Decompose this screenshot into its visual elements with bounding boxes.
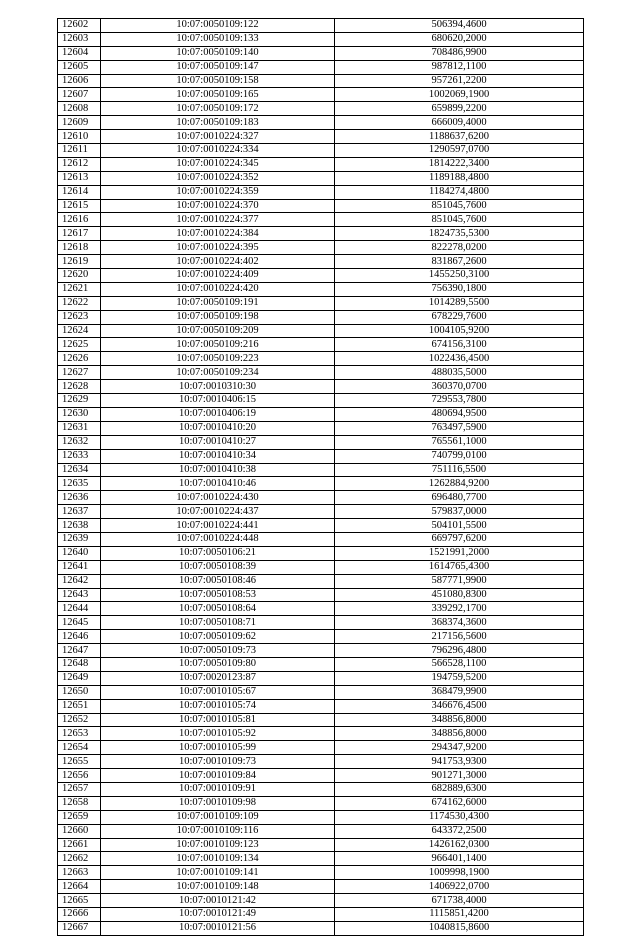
cadastral-number-cell: 10:07:0010121:56 bbox=[101, 921, 335, 935]
row-number-cell: 12664 bbox=[58, 880, 101, 894]
cadastral-number-cell: 10:07:0010109:73 bbox=[101, 755, 335, 769]
row-number-cell: 12662 bbox=[58, 852, 101, 866]
cadastral-value-cell: 851045,7600 bbox=[335, 213, 584, 227]
row-number-cell: 12647 bbox=[58, 644, 101, 658]
cadastral-number-cell: 10:07:0050109:62 bbox=[101, 630, 335, 644]
cadastral-number-cell: 10:07:0050108:46 bbox=[101, 574, 335, 588]
row-number-cell: 12615 bbox=[58, 199, 101, 213]
row-number-cell: 12655 bbox=[58, 755, 101, 769]
cadastral-value-cell: 1188637,6200 bbox=[335, 130, 584, 144]
cadastral-number-cell: 10:07:0050106:21 bbox=[101, 546, 335, 560]
table-row bbox=[58, 130, 584, 144]
cadastral-value-table bbox=[57, 18, 584, 936]
table-row bbox=[58, 46, 584, 60]
cadastral-value-cell: 941753,9300 bbox=[335, 755, 584, 769]
cadastral-number-cell: 10:07:0010109:123 bbox=[101, 838, 335, 852]
row-number-cell: 12638 bbox=[58, 519, 101, 533]
cadastral-number-cell: 10:07:0010109:98 bbox=[101, 796, 335, 810]
cadastral-number-cell: 10:07:0050109:234 bbox=[101, 366, 335, 380]
table-row bbox=[58, 171, 584, 185]
cadastral-value-cell: 1189188,4800 bbox=[335, 171, 584, 185]
cadastral-number-cell: 10:07:0010406:15 bbox=[101, 394, 335, 408]
table-row bbox=[58, 32, 584, 46]
cadastral-value-cell: 1004105,9200 bbox=[335, 324, 584, 338]
cadastral-value-cell: 504101,5500 bbox=[335, 519, 584, 533]
table-row bbox=[58, 574, 584, 588]
table-row bbox=[58, 213, 584, 227]
table-row bbox=[58, 19, 584, 33]
row-number-cell: 12605 bbox=[58, 60, 101, 74]
table-row bbox=[58, 338, 584, 352]
cadastral-number-cell: 10:07:0010410:34 bbox=[101, 449, 335, 463]
cadastral-number-cell: 10:07:0050109:183 bbox=[101, 116, 335, 130]
cadastral-value-cell: 669797,6200 bbox=[335, 532, 584, 546]
cadastral-value-cell: 506394,4600 bbox=[335, 19, 584, 33]
table-row bbox=[58, 755, 584, 769]
table-row bbox=[58, 352, 584, 366]
table-row bbox=[58, 880, 584, 894]
table-row bbox=[58, 282, 584, 296]
row-number-cell: 12657 bbox=[58, 782, 101, 796]
cadastral-number-cell: 10:07:0050109:122 bbox=[101, 19, 335, 33]
cadastral-number-cell: 10:07:0010224:430 bbox=[101, 491, 335, 505]
cadastral-value-cell: 763497,5900 bbox=[335, 421, 584, 435]
cadastral-value-cell: 587771,9900 bbox=[335, 574, 584, 588]
table-row bbox=[58, 616, 584, 630]
cadastral-number-cell: 10:07:0010224:409 bbox=[101, 269, 335, 283]
table-row bbox=[58, 491, 584, 505]
row-number-cell: 12627 bbox=[58, 366, 101, 380]
table-row bbox=[58, 88, 584, 102]
cadastral-number-cell: 10:07:0050109:172 bbox=[101, 102, 335, 116]
cadastral-number-cell: 10:07:0010224:352 bbox=[101, 171, 335, 185]
row-number-cell: 12631 bbox=[58, 421, 101, 435]
table-row bbox=[58, 324, 584, 338]
cadastral-number-cell: 10:07:0050109:80 bbox=[101, 657, 335, 671]
row-number-cell: 12641 bbox=[58, 560, 101, 574]
cadastral-number-cell: 10:07:0050109:198 bbox=[101, 310, 335, 324]
cadastral-value-cell: 1022436,4500 bbox=[335, 352, 584, 366]
cadastral-number-cell: 10:07:0050109:209 bbox=[101, 324, 335, 338]
table-row bbox=[58, 199, 584, 213]
row-number-cell: 12652 bbox=[58, 713, 101, 727]
row-number-cell: 12639 bbox=[58, 532, 101, 546]
cadastral-value-cell: 1824735,5300 bbox=[335, 227, 584, 241]
cadastral-value-cell: 740799,0100 bbox=[335, 449, 584, 463]
row-number-cell: 12612 bbox=[58, 157, 101, 171]
row-number-cell: 12603 bbox=[58, 32, 101, 46]
row-number-cell: 12636 bbox=[58, 491, 101, 505]
row-number-cell: 12646 bbox=[58, 630, 101, 644]
cadastral-value-cell: 451080,8300 bbox=[335, 588, 584, 602]
table-row bbox=[58, 630, 584, 644]
row-number-cell: 12660 bbox=[58, 824, 101, 838]
table-row bbox=[58, 519, 584, 533]
cadastral-number-cell: 10:07:0010224:334 bbox=[101, 144, 335, 158]
cadastral-number-cell: 10:07:0010224:395 bbox=[101, 241, 335, 255]
cadastral-value-cell: 708486,9900 bbox=[335, 46, 584, 60]
table-row bbox=[58, 116, 584, 130]
cadastral-value-cell: 368479,9900 bbox=[335, 685, 584, 699]
cadastral-number-cell: 10:07:0050109:191 bbox=[101, 296, 335, 310]
cadastral-value-cell: 579837,0000 bbox=[335, 505, 584, 519]
cadastral-number-cell: 10:07:0010109:148 bbox=[101, 880, 335, 894]
cadastral-value-cell: 480694,9500 bbox=[335, 407, 584, 421]
row-number-cell: 12650 bbox=[58, 685, 101, 699]
row-number-cell: 12661 bbox=[58, 838, 101, 852]
table-row bbox=[58, 505, 584, 519]
table-row bbox=[58, 657, 584, 671]
cadastral-number-cell: 10:07:0010105:92 bbox=[101, 727, 335, 741]
table-row bbox=[58, 421, 584, 435]
cadastral-value-cell: 348856,8000 bbox=[335, 713, 584, 727]
table-row bbox=[58, 269, 584, 283]
row-number-cell: 12656 bbox=[58, 769, 101, 783]
row-number-cell: 12658 bbox=[58, 796, 101, 810]
row-number-cell: 12630 bbox=[58, 407, 101, 421]
table-row bbox=[58, 741, 584, 755]
cadastral-number-cell: 10:07:0010121:42 bbox=[101, 894, 335, 908]
table-row bbox=[58, 713, 584, 727]
table-row bbox=[58, 394, 584, 408]
cadastral-number-cell: 10:07:0010224:377 bbox=[101, 213, 335, 227]
table-row bbox=[58, 296, 584, 310]
table-row bbox=[58, 685, 584, 699]
row-number-cell: 12626 bbox=[58, 352, 101, 366]
cadastral-value-cell: 671738,4000 bbox=[335, 894, 584, 908]
cadastral-number-cell: 10:07:0010105:74 bbox=[101, 699, 335, 713]
cadastral-number-cell: 10:07:0010224:402 bbox=[101, 255, 335, 269]
row-number-cell: 12621 bbox=[58, 282, 101, 296]
table-row bbox=[58, 380, 584, 394]
row-number-cell: 12618 bbox=[58, 241, 101, 255]
table-body bbox=[58, 19, 584, 936]
cadastral-value-cell: 765561,1000 bbox=[335, 435, 584, 449]
row-number-cell: 12625 bbox=[58, 338, 101, 352]
cadastral-number-cell: 10:07:0010224:345 bbox=[101, 157, 335, 171]
cadastral-number-cell: 10:07:0050108:53 bbox=[101, 588, 335, 602]
cadastral-number-cell: 10:07:0010224:359 bbox=[101, 185, 335, 199]
row-number-cell: 12637 bbox=[58, 505, 101, 519]
cadastral-number-cell: 10:07:0010105:67 bbox=[101, 685, 335, 699]
row-number-cell: 12617 bbox=[58, 227, 101, 241]
cadastral-value-cell: 1406922,0700 bbox=[335, 880, 584, 894]
table-row bbox=[58, 852, 584, 866]
row-number-cell: 12622 bbox=[58, 296, 101, 310]
cadastral-value-cell: 1614765,4300 bbox=[335, 560, 584, 574]
row-number-cell: 12611 bbox=[58, 144, 101, 158]
table-row bbox=[58, 769, 584, 783]
row-number-cell: 12628 bbox=[58, 380, 101, 394]
table-row bbox=[58, 824, 584, 838]
table-row bbox=[58, 782, 584, 796]
table-row bbox=[58, 185, 584, 199]
cadastral-number-cell: 10:07:0010109:134 bbox=[101, 852, 335, 866]
cadastral-number-cell: 10:07:0010410:20 bbox=[101, 421, 335, 435]
cadastral-number-cell: 10:07:0010410:38 bbox=[101, 463, 335, 477]
cadastral-value-cell: 194759,5200 bbox=[335, 671, 584, 685]
cadastral-number-cell: 10:07:0010410:27 bbox=[101, 435, 335, 449]
cadastral-number-cell: 10:07:0010310:30 bbox=[101, 380, 335, 394]
cadastral-number-cell: 10:07:0010224:370 bbox=[101, 199, 335, 213]
table-row bbox=[58, 699, 584, 713]
table-row bbox=[58, 310, 584, 324]
row-number-cell: 12606 bbox=[58, 74, 101, 88]
row-number-cell: 12648 bbox=[58, 657, 101, 671]
row-number-cell: 12654 bbox=[58, 741, 101, 755]
cadastral-value-cell: 1040815,8600 bbox=[335, 921, 584, 935]
row-number-cell: 12659 bbox=[58, 810, 101, 824]
cadastral-number-cell: 10:07:0050108:71 bbox=[101, 616, 335, 630]
row-number-cell: 12624 bbox=[58, 324, 101, 338]
table-row bbox=[58, 796, 584, 810]
cadastral-value-cell: 678229,7600 bbox=[335, 310, 584, 324]
row-number-cell: 12633 bbox=[58, 449, 101, 463]
table-row bbox=[58, 144, 584, 158]
cadastral-number-cell: 10:07:0010224:384 bbox=[101, 227, 335, 241]
cadastral-number-cell: 10:07:0010406:19 bbox=[101, 407, 335, 421]
cadastral-value-cell: 1002069,1900 bbox=[335, 88, 584, 102]
table-row bbox=[58, 602, 584, 616]
table-row bbox=[58, 477, 584, 491]
cadastral-value-cell: 368374,3600 bbox=[335, 616, 584, 630]
table-row bbox=[58, 102, 584, 116]
cadastral-value-cell: 680620,2000 bbox=[335, 32, 584, 46]
cadastral-value-cell: 1290597,0700 bbox=[335, 144, 584, 158]
cadastral-value-cell: 666009,4000 bbox=[335, 116, 584, 130]
cadastral-value-cell: 1009998,1900 bbox=[335, 866, 584, 880]
cadastral-number-cell: 10:07:0010109:84 bbox=[101, 769, 335, 783]
cadastral-value-cell: 729553,7800 bbox=[335, 394, 584, 408]
row-number-cell: 12610 bbox=[58, 130, 101, 144]
table-row bbox=[58, 644, 584, 658]
table-row bbox=[58, 255, 584, 269]
table-row bbox=[58, 810, 584, 824]
cadastral-number-cell: 10:07:0010109:91 bbox=[101, 782, 335, 796]
cadastral-number-cell: 10:07:0010121:49 bbox=[101, 908, 335, 922]
cadastral-value-cell: 346676,4500 bbox=[335, 699, 584, 713]
cadastral-number-cell: 10:07:0050109:140 bbox=[101, 46, 335, 60]
table-row bbox=[58, 532, 584, 546]
row-number-cell: 12632 bbox=[58, 435, 101, 449]
cadastral-number-cell: 10:07:0050109:165 bbox=[101, 88, 335, 102]
table-row bbox=[58, 157, 584, 171]
table-row bbox=[58, 407, 584, 421]
cadastral-number-cell: 10:07:0050109:147 bbox=[101, 60, 335, 74]
cadastral-number-cell: 10:07:0050108:39 bbox=[101, 560, 335, 574]
cadastral-value-cell: 756390,1800 bbox=[335, 282, 584, 296]
table-row bbox=[58, 449, 584, 463]
cadastral-value-cell: 1814222,3400 bbox=[335, 157, 584, 171]
row-number-cell: 12667 bbox=[58, 921, 101, 935]
cadastral-value-cell: 217156,5600 bbox=[335, 630, 584, 644]
row-number-cell: 12602 bbox=[58, 19, 101, 33]
cadastral-value-cell: 1426162,0300 bbox=[335, 838, 584, 852]
cadastral-value-cell: 901271,3000 bbox=[335, 769, 584, 783]
cadastral-number-cell: 10:07:0010109:109 bbox=[101, 810, 335, 824]
row-number-cell: 12609 bbox=[58, 116, 101, 130]
table-row bbox=[58, 671, 584, 685]
cadastral-value-cell: 696480,7700 bbox=[335, 491, 584, 505]
table-row bbox=[58, 894, 584, 908]
row-number-cell: 12623 bbox=[58, 310, 101, 324]
cadastral-value-cell: 966401,1400 bbox=[335, 852, 584, 866]
cadastral-value-cell: 751116,5500 bbox=[335, 463, 584, 477]
table-row bbox=[58, 463, 584, 477]
cadastral-value-cell: 566528,1100 bbox=[335, 657, 584, 671]
row-number-cell: 12607 bbox=[58, 88, 101, 102]
table-row bbox=[58, 727, 584, 741]
cadastral-value-cell: 1014289,5500 bbox=[335, 296, 584, 310]
cadastral-number-cell: 10:07:0050109:158 bbox=[101, 74, 335, 88]
row-number-cell: 12644 bbox=[58, 602, 101, 616]
cadastral-value-cell: 1455250,3100 bbox=[335, 269, 584, 283]
table-row bbox=[58, 74, 584, 88]
row-number-cell: 12620 bbox=[58, 269, 101, 283]
table-row bbox=[58, 838, 584, 852]
table-row bbox=[58, 435, 584, 449]
table-row bbox=[58, 908, 584, 922]
cadastral-value-cell: 674162,6000 bbox=[335, 796, 584, 810]
row-number-cell: 12614 bbox=[58, 185, 101, 199]
cadastral-number-cell: 10:07:0050109:216 bbox=[101, 338, 335, 352]
cadastral-value-cell: 1174530,4300 bbox=[335, 810, 584, 824]
cadastral-number-cell: 10:07:0050108:64 bbox=[101, 602, 335, 616]
cadastral-value-cell: 831867,2600 bbox=[335, 255, 584, 269]
table-row bbox=[58, 560, 584, 574]
table-row bbox=[58, 588, 584, 602]
cadastral-value-cell: 294347,9200 bbox=[335, 741, 584, 755]
row-number-cell: 12629 bbox=[58, 394, 101, 408]
cadastral-number-cell: 10:07:0050109:133 bbox=[101, 32, 335, 46]
table-row bbox=[58, 921, 584, 935]
cadastral-value-cell: 643372,2500 bbox=[335, 824, 584, 838]
cadastral-number-cell: 10:07:0010224:437 bbox=[101, 505, 335, 519]
row-number-cell: 12608 bbox=[58, 102, 101, 116]
table-row bbox=[58, 546, 584, 560]
cadastral-value-cell: 674156,3100 bbox=[335, 338, 584, 352]
cadastral-value-cell: 659899,2200 bbox=[335, 102, 584, 116]
cadastral-value-cell: 348856,8000 bbox=[335, 727, 584, 741]
row-number-cell: 12642 bbox=[58, 574, 101, 588]
cadastral-number-cell: 10:07:0020123:87 bbox=[101, 671, 335, 685]
row-number-cell: 12663 bbox=[58, 866, 101, 880]
row-number-cell: 12634 bbox=[58, 463, 101, 477]
row-number-cell: 12651 bbox=[58, 699, 101, 713]
cadastral-number-cell: 10:07:0010105:99 bbox=[101, 741, 335, 755]
cadastral-number-cell: 10:07:0010109:141 bbox=[101, 866, 335, 880]
cadastral-value-cell: 488035,5000 bbox=[335, 366, 584, 380]
cadastral-value-cell: 360370,0700 bbox=[335, 380, 584, 394]
cadastral-number-cell: 10:07:0010105:81 bbox=[101, 713, 335, 727]
row-number-cell: 12666 bbox=[58, 908, 101, 922]
row-number-cell: 12613 bbox=[58, 171, 101, 185]
cadastral-value-cell: 1262884,9200 bbox=[335, 477, 584, 491]
row-number-cell: 12640 bbox=[58, 546, 101, 560]
row-number-cell: 12653 bbox=[58, 727, 101, 741]
cadastral-value-cell: 682889,6300 bbox=[335, 782, 584, 796]
cadastral-value-cell: 1115851,4200 bbox=[335, 908, 584, 922]
row-number-cell: 12665 bbox=[58, 894, 101, 908]
cadastral-number-cell: 10:07:0050109:223 bbox=[101, 352, 335, 366]
cadastral-value-cell: 987812,1100 bbox=[335, 60, 584, 74]
table-row bbox=[58, 241, 584, 255]
table-row bbox=[58, 366, 584, 380]
row-number-cell: 12616 bbox=[58, 213, 101, 227]
cadastral-value-table-container bbox=[57, 18, 583, 936]
row-number-cell: 12635 bbox=[58, 477, 101, 491]
cadastral-number-cell: 10:07:0010224:420 bbox=[101, 282, 335, 296]
cadastral-number-cell: 10:07:0010224:327 bbox=[101, 130, 335, 144]
cadastral-value-cell: 822278,0200 bbox=[335, 241, 584, 255]
row-number-cell: 12619 bbox=[58, 255, 101, 269]
cadastral-number-cell: 10:07:0050109:73 bbox=[101, 644, 335, 658]
cadastral-value-cell: 339292,1700 bbox=[335, 602, 584, 616]
row-number-cell: 12649 bbox=[58, 671, 101, 685]
table-row bbox=[58, 227, 584, 241]
cadastral-value-cell: 1521991,2000 bbox=[335, 546, 584, 560]
cadastral-value-cell: 1184274,4800 bbox=[335, 185, 584, 199]
cadastral-value-cell: 796296,4800 bbox=[335, 644, 584, 658]
table-row bbox=[58, 866, 584, 880]
row-number-cell: 12645 bbox=[58, 616, 101, 630]
cadastral-value-cell: 957261,2200 bbox=[335, 74, 584, 88]
cadastral-number-cell: 10:07:0010224:448 bbox=[101, 532, 335, 546]
row-number-cell: 12643 bbox=[58, 588, 101, 602]
cadastral-value-cell: 851045,7600 bbox=[335, 199, 584, 213]
row-number-cell: 12604 bbox=[58, 46, 101, 60]
cadastral-number-cell: 10:07:0010410:46 bbox=[101, 477, 335, 491]
table-row bbox=[58, 60, 584, 74]
cadastral-number-cell: 10:07:0010109:116 bbox=[101, 824, 335, 838]
cadastral-number-cell: 10:07:0010224:441 bbox=[101, 519, 335, 533]
